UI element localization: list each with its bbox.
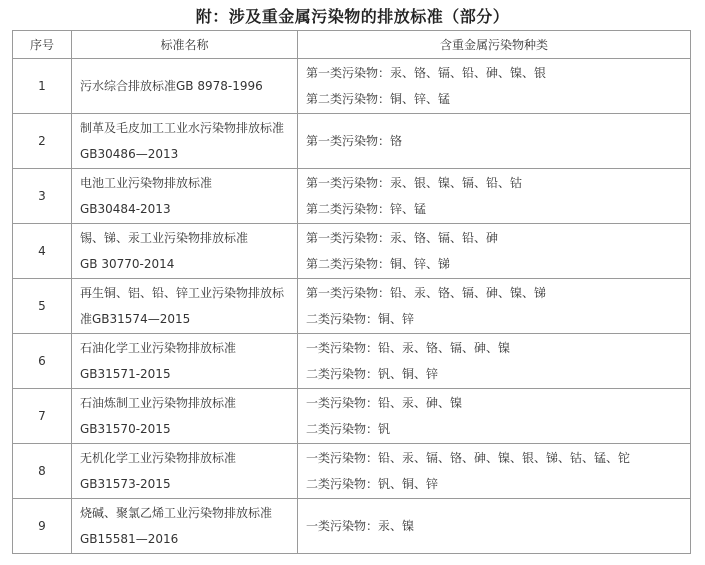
metal-pollutants-line: 第二类污染物：锌、锰 <box>306 202 427 216</box>
standard-name-line: GB 30770-2014 <box>80 257 175 271</box>
table-row <box>13 59 691 114</box>
standard-name-line: GB31570-2015 <box>80 422 171 436</box>
standard-name-cell <box>72 389 298 444</box>
standard-name-line: 石油化学工业污染物排放标准 <box>80 341 237 355</box>
standard-name-line: 准GB31574—2015 <box>80 312 191 326</box>
row-number: 6 <box>13 334 72 389</box>
standards-table <box>12 30 691 554</box>
metal-pollutants-cell <box>298 389 691 444</box>
standard-name-line: GB31571-2015 <box>80 367 171 381</box>
header-no: 序号 <box>13 31 72 59</box>
metal-pollutants-line: 一类污染物：汞、镍 <box>306 519 415 533</box>
table-row <box>13 224 691 279</box>
metal-pollutants-line: 二类污染物：钒 <box>306 422 391 436</box>
standard-name-cell <box>72 114 298 169</box>
standard-name-cell <box>72 59 298 114</box>
metal-pollutants-line: 一类污染物：铅、汞、砷、镍 <box>306 396 463 410</box>
standard-name-line: GB31573-2015 <box>80 477 171 491</box>
table-row <box>13 334 691 389</box>
standard-name-cell <box>72 224 298 279</box>
standard-name-line: GB30484-2013 <box>80 202 171 216</box>
metal-pollutants-line: 一类污染物：铅、汞、镉、铬、砷、镍、银、锑、钴、锰、铊 <box>306 451 631 465</box>
row-number: 2 <box>13 114 72 169</box>
table-row <box>13 114 691 169</box>
standard-name-line: 电池工业污染物排放标准 <box>80 176 213 190</box>
standard-name-cell <box>72 169 298 224</box>
header-metals: 含重金属污染物种类 <box>298 31 691 59</box>
metal-pollutants-line: 第一类污染物：汞、银、镍、镉、铅、钴 <box>306 176 523 190</box>
metal-pollutants-line: 第二类污染物：铜、锌、锰 <box>306 92 451 106</box>
metal-pollutants-cell <box>298 334 691 389</box>
standard-name-line: 烧碱、聚氯乙烯工业污染物排放标准 <box>80 506 273 520</box>
row-number: 1 <box>13 59 72 114</box>
metal-pollutants-line: 二类污染物：铜、锌 <box>306 312 415 326</box>
table-row <box>13 169 691 224</box>
metal-pollutants-cell <box>298 224 691 279</box>
row-number: 4 <box>13 224 72 279</box>
standard-name-cell <box>72 444 298 499</box>
standard-name-line: GB15581—2016 <box>80 532 179 546</box>
metal-pollutants-line: 第二类污染物：铜、锌、锑 <box>306 257 451 271</box>
standard-name-line: 锡、锑、汞工业污染物排放标准 <box>80 231 249 245</box>
metal-pollutants-line: 第一类污染物：铬 <box>306 134 403 148</box>
metal-pollutants-line: 二类污染物：钒、铜、锌 <box>306 367 439 381</box>
table-row <box>13 444 691 499</box>
row-number: 9 <box>13 499 72 554</box>
standard-name-cell <box>72 499 298 554</box>
metal-pollutants-line: 第一类污染物：汞、铬、镉、铅、砷 <box>306 231 499 245</box>
metal-pollutants-cell <box>298 499 691 554</box>
standard-name-cell <box>72 334 298 389</box>
standard-name-cell <box>72 279 298 334</box>
standard-name-line: 制革及毛皮加工工业水污染物排放标准 <box>80 121 285 135</box>
row-number: 3 <box>13 169 72 224</box>
standard-name-line: 再生铜、铝、铅、锌工业污染物排放标 <box>80 286 285 300</box>
standard-name-line: GB30486—2013 <box>80 147 179 161</box>
table-header-row <box>13 31 691 59</box>
header-name: 标准名称 <box>72 31 298 59</box>
row-number: 7 <box>13 389 72 444</box>
metal-pollutants-line: 一类污染物：铅、汞、铬、镉、砷、镍 <box>306 341 511 355</box>
metal-pollutants-cell <box>298 59 691 114</box>
row-number: 5 <box>13 279 72 334</box>
metal-pollutants-cell <box>298 279 691 334</box>
metal-pollutants-line: 二类污染物：钒、铜、锌 <box>306 477 439 491</box>
metal-pollutants-cell <box>298 114 691 169</box>
document-title: 附：涉及重金属污染物的排放标准（部分） <box>195 7 510 26</box>
metal-pollutants-line: 第一类污染物：铅、汞、铬、镉、砷、镍、锑 <box>306 286 547 300</box>
metal-pollutants-cell <box>298 444 691 499</box>
table-row <box>13 499 691 554</box>
standard-name-line: 石油炼制工业污染物排放标准 <box>80 396 237 410</box>
row-number: 8 <box>13 444 72 499</box>
standard-name-line: 污水综合排放标准GB 8978-1996 <box>80 79 263 93</box>
table-row <box>13 389 691 444</box>
metal-pollutants-cell <box>298 169 691 224</box>
table-row <box>13 279 691 334</box>
standard-name-line: 无机化学工业污染物排放标准 <box>80 451 237 465</box>
metal-pollutants-line: 第一类污染物：汞、铬、镉、铅、砷、镍、银 <box>306 66 547 80</box>
